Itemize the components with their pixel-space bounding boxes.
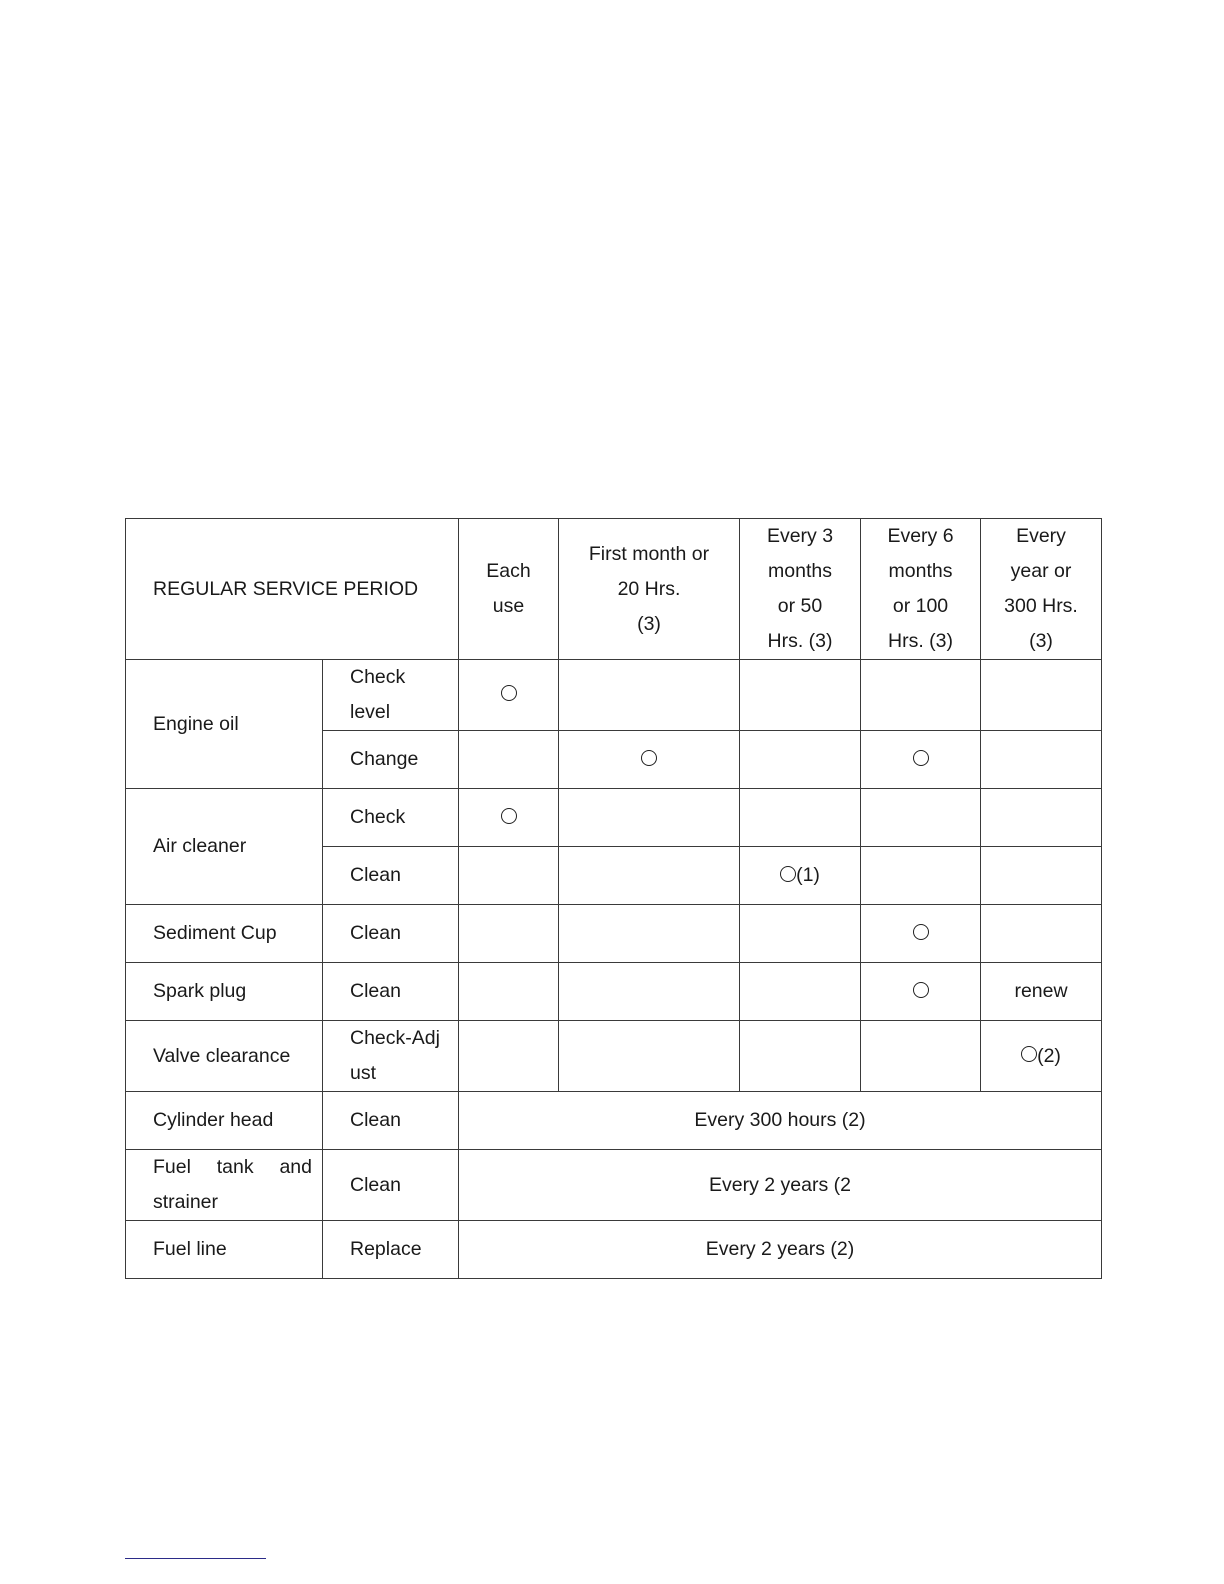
- action-check-adjust-line2: ust: [350, 1062, 377, 1084]
- circle-icon: [1021, 1046, 1037, 1062]
- action-clean: [323, 963, 459, 1021]
- header-every-3-line3: or 50: [777, 595, 823, 617]
- cell-empty: [459, 1021, 559, 1092]
- cell-empty: [861, 1021, 981, 1092]
- item-fuel-tank-line1: [153, 1150, 312, 1185]
- cell-empty: [861, 660, 981, 731]
- cell-empty: [740, 789, 861, 847]
- table-row: [126, 963, 1102, 1021]
- item-cylinder-head: [126, 1092, 323, 1150]
- interval-fuel-tank: [459, 1150, 1102, 1221]
- maintenance-schedule-table: [125, 518, 1102, 1279]
- cell-each-use: [459, 789, 559, 847]
- action-check-level-line1: Check: [350, 666, 406, 688]
- circle-icon: [780, 866, 796, 882]
- cell-every-6: [861, 905, 981, 963]
- cell-empty: [861, 847, 981, 905]
- action-check-label: Check: [350, 806, 406, 828]
- interval-fuel-line-text: Every 2 years (2): [705, 1238, 855, 1260]
- header-every-6-line3: or 100: [892, 595, 949, 617]
- cell-empty: [861, 789, 981, 847]
- air-cleaner-note: (1): [796, 864, 820, 886]
- cell-empty: [559, 963, 740, 1021]
- table-row: [126, 1150, 1102, 1221]
- header-every-6-line2: months: [888, 560, 953, 582]
- item-fuel-line-label: Fuel line: [153, 1238, 227, 1260]
- cell-every-6: [861, 963, 981, 1021]
- header-each-use-line1: Each: [486, 560, 531, 582]
- item-engine-oil: [126, 660, 323, 789]
- item-air-cleaner: [126, 789, 323, 905]
- interval-fuel-line: [459, 1221, 1102, 1279]
- item-spark-plug-label: Spark plug: [153, 980, 247, 1002]
- item-sediment-cup: [126, 905, 323, 963]
- cell-every-year: [981, 1021, 1102, 1092]
- action-clean-label: Clean: [350, 922, 401, 944]
- action-check-adjust: [323, 1021, 459, 1092]
- header-every-year-line1: Every: [1016, 525, 1066, 547]
- table-row: [126, 1221, 1102, 1279]
- action-change-label: Change: [350, 748, 419, 770]
- table-row: [126, 789, 1102, 847]
- circle-icon: [913, 982, 929, 998]
- header-every-6-line4: Hrs. (3): [888, 630, 954, 652]
- valve-clearance-note: (2): [1037, 1044, 1061, 1067]
- cell-every-3: [740, 847, 861, 905]
- cell-empty: [459, 963, 559, 1021]
- circle-icon: [641, 750, 657, 766]
- action-replace: [323, 1221, 459, 1279]
- action-check-level: [323, 660, 459, 731]
- cell-empty: [981, 660, 1102, 731]
- cell-empty: [740, 660, 861, 731]
- item-valve-clearance: [126, 1021, 323, 1092]
- cell-every-6: [861, 731, 981, 789]
- item-air-cleaner-label: Air cleaner: [153, 835, 247, 857]
- action-check-level-line2: level: [350, 701, 391, 723]
- action-check: [323, 789, 459, 847]
- table-row: [126, 1092, 1102, 1150]
- item-cylinder-head-label: Cylinder head: [153, 1109, 274, 1131]
- table-row: [126, 1021, 1102, 1092]
- cell-empty: [559, 1021, 740, 1092]
- action-clean: [323, 1150, 459, 1221]
- header-every-6-months: [861, 519, 981, 660]
- cell-empty: [981, 789, 1102, 847]
- circle-icon: [913, 924, 929, 940]
- header-first-month-line3: (3): [637, 612, 661, 635]
- header-every-year-line4: (3): [1029, 630, 1053, 652]
- interval-cylinder-head-text: Every 300 hours (2): [694, 1109, 866, 1131]
- header-every-6-line1: Every 6: [887, 525, 954, 547]
- table-row: [126, 905, 1102, 963]
- header-service-period: [126, 519, 459, 660]
- interval-fuel-tank-text: Every 2 years (2: [709, 1173, 851, 1196]
- cell-empty: [559, 789, 740, 847]
- cell-empty: [559, 847, 740, 905]
- item-fuel-tank-strainer: [126, 1150, 323, 1221]
- header-first-month-line1: First month or: [588, 542, 710, 565]
- action-clean-label: Clean: [350, 980, 401, 1002]
- header-title: REGULAR SERVICE PERIOD: [153, 577, 419, 600]
- action-clean-label: Clean: [350, 1109, 401, 1131]
- header-row: [126, 519, 1102, 660]
- item-fuel-line: [126, 1221, 323, 1279]
- header-every-3-line1: Every 3: [766, 525, 834, 547]
- item-spark-plug: [126, 963, 323, 1021]
- action-change: [323, 731, 459, 789]
- item-sediment-cup-label: Sediment Cup: [153, 922, 277, 944]
- item-engine-oil-label: Engine oil: [153, 712, 239, 735]
- item-valve-clearance-label: Valve clearance: [153, 1044, 291, 1067]
- cell-empty: [559, 905, 740, 963]
- cell-empty: [459, 731, 559, 789]
- circle-icon: [913, 750, 929, 766]
- cell-empty: [740, 963, 861, 1021]
- interval-cylinder-head: [459, 1092, 1102, 1150]
- header-every-year-line2: year or: [1010, 560, 1072, 582]
- table-row: [126, 660, 1102, 731]
- item-fuel-word: Fuel: [153, 1156, 191, 1178]
- header-every-year: [981, 519, 1102, 660]
- action-check-adjust-line1: Check-Adj: [350, 1027, 440, 1049]
- circle-icon: [501, 808, 517, 824]
- spark-plug-renew: renew: [1014, 980, 1068, 1002]
- action-clean-label: Clean: [350, 864, 401, 886]
- header-every-3-line4: Hrs. (3): [767, 630, 833, 652]
- cell-empty: [740, 731, 861, 789]
- item-fuel-tank-line2: strainer: [153, 1191, 219, 1213]
- header-every-3-line2: months: [768, 560, 832, 582]
- cell-empty: [459, 905, 559, 963]
- cell-empty: [981, 905, 1102, 963]
- header-each-use: [459, 519, 559, 660]
- header-every-year-line3: 300 Hrs.: [1004, 595, 1078, 617]
- item-tank-word: tank: [216, 1156, 254, 1178]
- cell-first-month: [559, 731, 740, 789]
- footnote-separator: [125, 1558, 266, 1559]
- action-clean: [323, 1092, 459, 1150]
- circle-icon: [501, 685, 517, 701]
- action-clean-label: Clean: [350, 1173, 401, 1196]
- action-clean: [323, 847, 459, 905]
- cell-empty: [559, 660, 740, 731]
- header-first-month: [559, 519, 740, 660]
- cell-empty: [740, 905, 861, 963]
- cell-empty: [981, 847, 1102, 905]
- action-clean: [323, 905, 459, 963]
- header-every-3-months: [740, 519, 861, 660]
- cell-every-year: [981, 963, 1102, 1021]
- cell-empty: [459, 847, 559, 905]
- header-first-month-line2: 20 Hrs.: [617, 577, 681, 600]
- action-replace-label: Replace: [350, 1238, 422, 1260]
- cell-empty: [740, 1021, 861, 1092]
- item-and-word: and: [279, 1156, 312, 1178]
- header-each-use-line2: use: [492, 595, 525, 617]
- cell-empty: [981, 731, 1102, 789]
- cell-each-use: [459, 660, 559, 731]
